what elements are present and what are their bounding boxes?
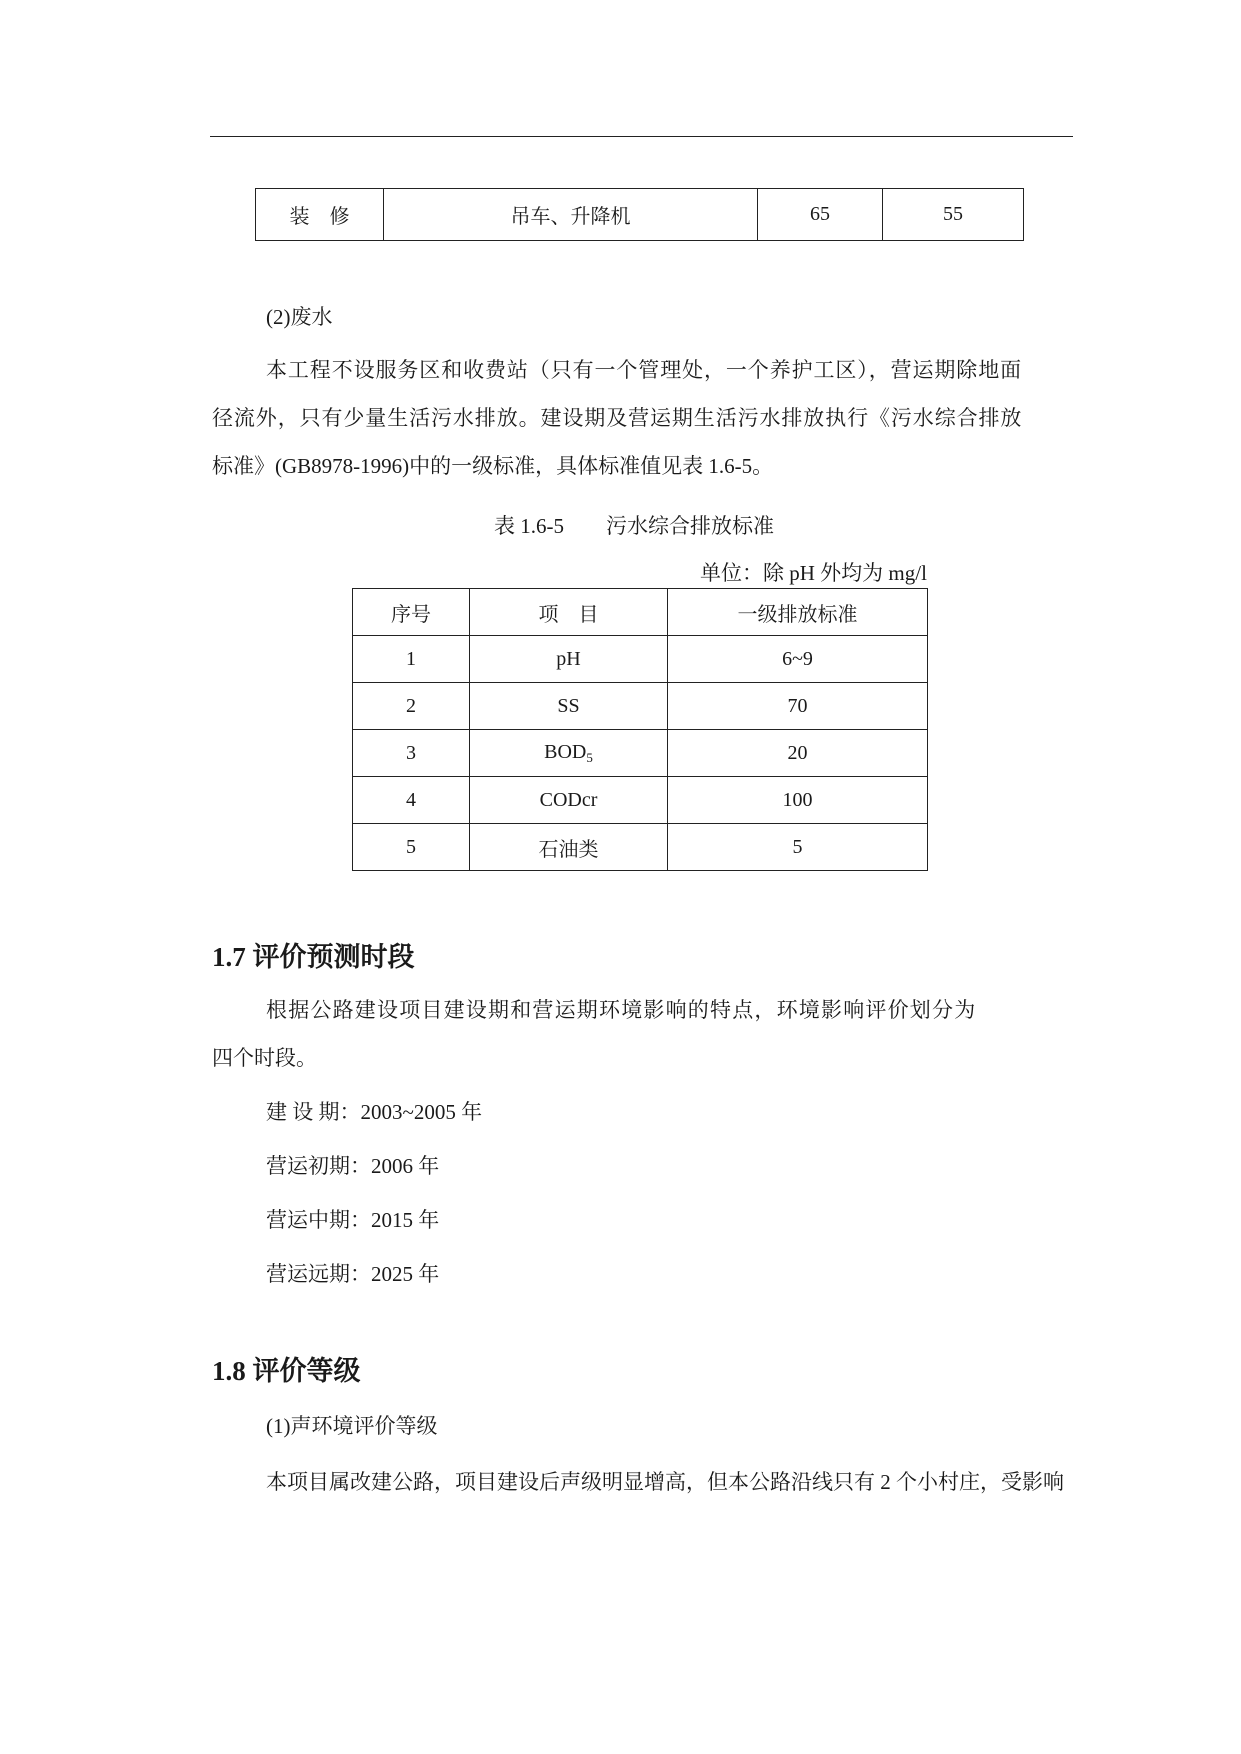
section-1-7-line-1: 根据公路建设项目建设期和营运期环境影响的特点，环境影响评价划分为 [266,998,977,1022]
table-row [353,730,928,777]
row-no: 5 [353,824,470,871]
row-value: 100 [668,777,928,824]
period-mid: 营运中期：2015 年 [266,1208,440,1232]
stage-cell: 装 修 [256,189,384,241]
wastewater-line-1: 本工程不设服务区和收费站（只有一个管理处，一个养护工区），营运期除地面 [266,358,1022,382]
header-standard: 一级排放标准 [668,589,928,636]
header-rule [210,136,1073,137]
row-value: 5 [668,824,928,871]
row-no: 4 [353,777,470,824]
period-construction: 建 设 期：2003~2005 年 [266,1100,483,1124]
row-value: 6~9 [668,636,928,683]
row-item: pH [470,636,668,683]
row-item [470,730,668,777]
wastewater-line-3: 标准》(GB8978-1996)中的一级标准，具体标准值见表 1.6-5。 [212,454,774,478]
header-no: 序号 [353,589,470,636]
table-row [256,189,1024,241]
wastewater-heading: (2)废水 [266,305,333,329]
row-value: 20 [668,730,928,777]
row-item: CODcr [470,777,668,824]
equipment-cell: 吊车、升降机 [384,189,758,241]
wastewater-line-2: 径流外，只有少量生活污水排放。建设期及营运期生活污水排放执行《污水综合排放 [212,406,1023,430]
table-row [353,683,928,730]
row-no: 3 [353,730,470,777]
table-row [353,777,928,824]
period-early: 营运初期：2006 年 [266,1154,440,1178]
discharge-standard-table [352,588,928,871]
section-1-7-line-2: 四个时段。 [212,1046,317,1070]
period-late: 营运远期：2025 年 [266,1262,440,1286]
section-1-8-subheading: (1)声环境评价等级 [266,1414,438,1438]
table-caption: 表 1.6-5 污水综合排放标准 [494,514,774,538]
noise-table-fragment [255,188,1024,241]
row-no: 1 [353,636,470,683]
section-1-8-title: 1.8 评价等级 [212,1356,361,1386]
table-header-row [353,589,928,636]
table-unit: 单位：除 pH 外均为 mg/l [700,561,927,585]
table-row [353,824,928,871]
header-item: 项 目 [470,589,668,636]
row-item-subscript: 5 [586,749,593,765]
section-1-7-title: 1.7 评价预测时段 [212,942,415,972]
row-value: 70 [668,683,928,730]
row-item: SS [470,683,668,730]
row-no: 2 [353,683,470,730]
night-limit-cell: 55 [883,189,1024,241]
day-limit-cell: 65 [758,189,883,241]
row-item-text: BOD [544,740,587,763]
table-row [353,636,928,683]
section-1-8-line: 本项目属改建公路，项目建设后声级明显增高，但本公路沿线只有 2 个小村庄，受影响 [266,1470,1064,1494]
row-item: 石油类 [470,824,668,871]
